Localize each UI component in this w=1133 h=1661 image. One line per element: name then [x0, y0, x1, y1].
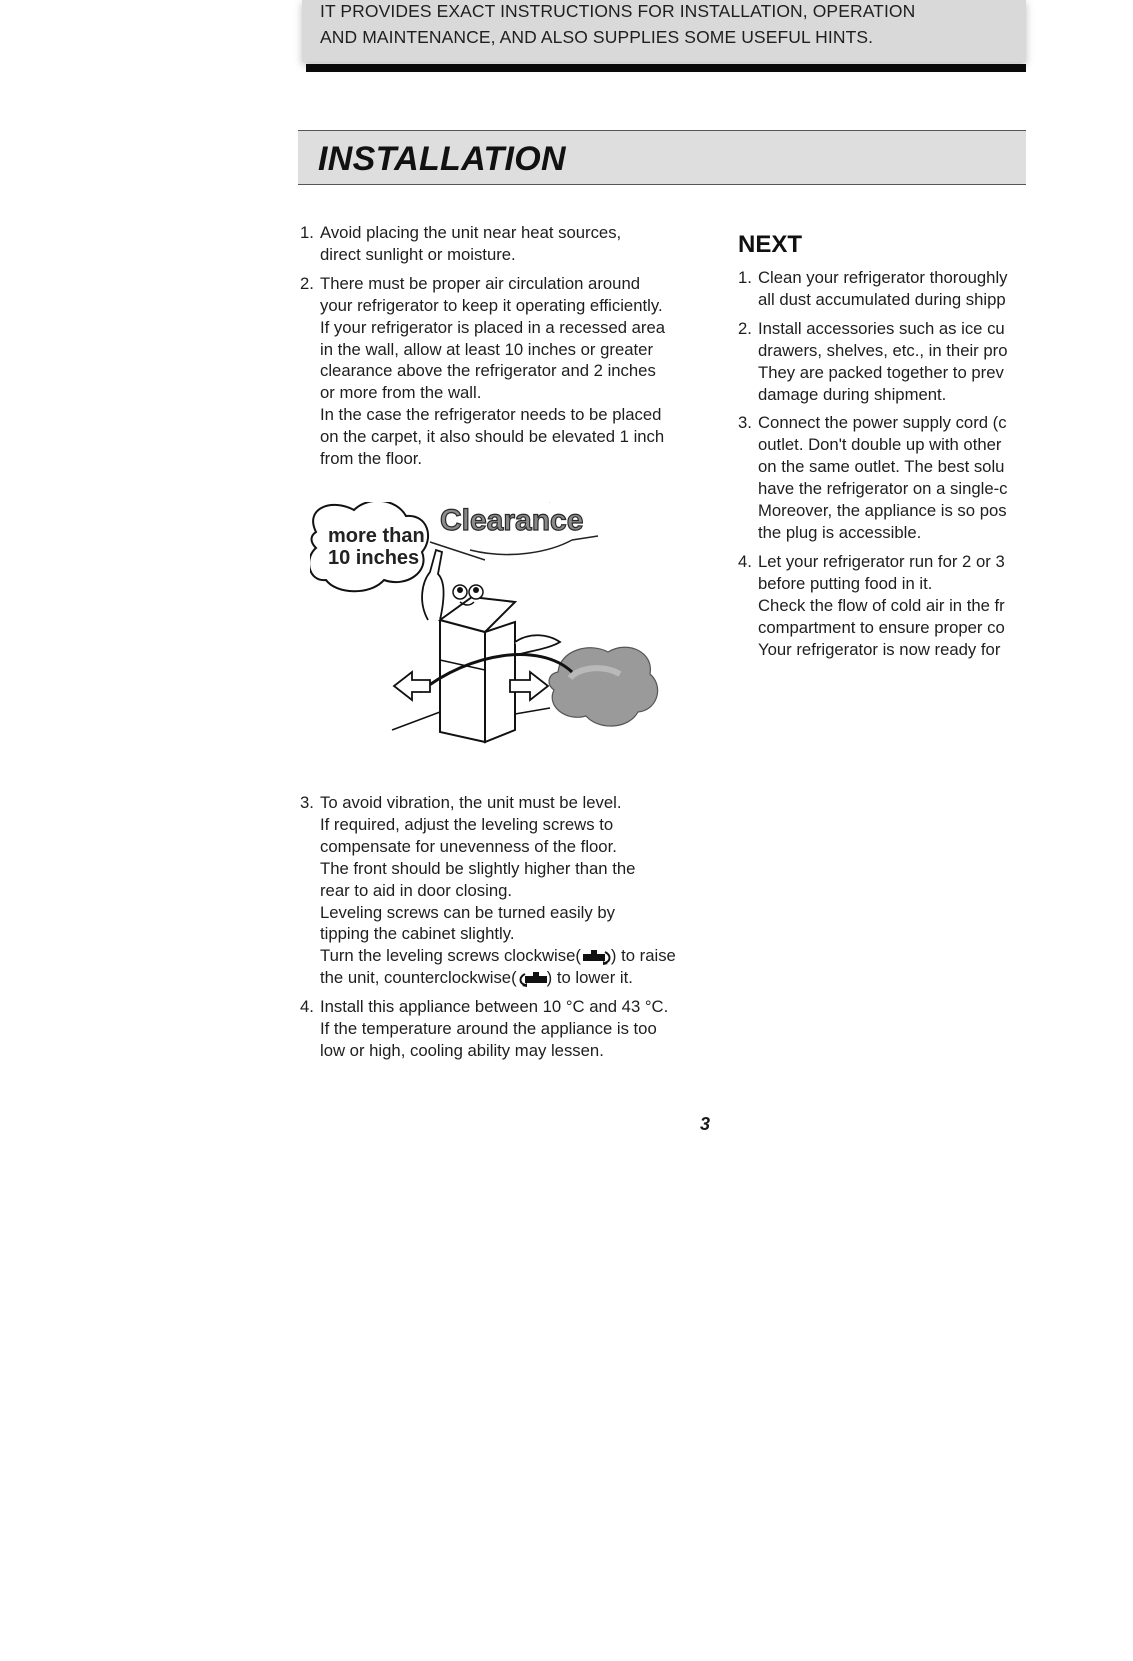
item-line: Let your refrigerator run for 2 or 3 [758, 551, 1005, 571]
item-line: Install accessories such as ice cu [758, 318, 1005, 338]
installation-steps-b [300, 792, 710, 1069]
item-line: the plug is accessible. [758, 522, 922, 542]
next-steps [738, 267, 1026, 667]
item-line: Clean your refrigerator thoroughly [758, 268, 1008, 287]
list-item [300, 222, 710, 266]
item-line: on the same outlet. The best solu [758, 457, 1005, 477]
item-text [320, 792, 710, 989]
item-line: all dust accumulated during shipp [758, 289, 1006, 309]
intro-text: IT PROVIDES EXACT INSTRUCTIONS FOR INSTALLATION, OPERATION AND MAINTENANCE, AND ALSO SUPPLIES SOME USEFUL HINTS. [320, 1, 916, 47]
item-line: before putting food in it. [758, 573, 933, 593]
top-divider [306, 64, 1026, 72]
list-item [300, 792, 710, 989]
list-item [738, 267, 1026, 311]
item-number: 3. [300, 793, 314, 812]
clockwise-screw-icon [581, 949, 611, 965]
bubble-line-2: 10 inches [328, 547, 420, 569]
next-heading: NEXT [738, 231, 803, 258]
item-line: compartment to ensure proper co [758, 617, 1005, 637]
item-text: Install this appliance between 10 °C and 43 °C. If the temperature around the appliance is too low or high, cooling ability may lessen. [320, 997, 669, 1060]
section-title: INSTALLATION [318, 140, 566, 178]
item-number: 4. [300, 997, 314, 1017]
installation-steps-a [300, 222, 710, 477]
list-item [738, 412, 1026, 543]
list-item [738, 318, 1026, 406]
item-number: 2. [738, 318, 752, 338]
list-item [300, 273, 710, 470]
item-line: damage during shipment. [758, 384, 947, 404]
clearance-label: Clearance [440, 504, 584, 537]
item-text: There must be proper air circulation around your refrigerator to keep it operating efficiently. If your refrigerator is placed in a recessed area in the wall, allow at least 10 inches or greater clearance above the refrigerator and 2 inches or more from the wall. In the case the refrigerator needs to be placed on the carpet, it also should be elevated 1 inch from the floor. [320, 273, 666, 469]
item-number: 1. [738, 268, 752, 287]
item-text: Avoid placing the unit near heat sources, direct sunlight or moisture. [320, 223, 622, 264]
item-line: Your refrigerator is now ready for [758, 639, 1001, 659]
left-arrow-icon [394, 672, 430, 700]
item-line: Moreover, the appliance is so pos [758, 501, 1007, 521]
page-number: 3 [700, 1114, 711, 1134]
item-text-part: ) to raise the unit, counterclockwise( [320, 946, 676, 988]
list-item [738, 551, 1026, 661]
item-line: Connect the power supply cord (c [758, 413, 1007, 433]
item-line: They are packed together to prev [758, 362, 1004, 382]
item-line: outlet. Don't double up with other [758, 435, 1002, 455]
item-number: 3. [738, 413, 752, 433]
clearance-illustration [310, 502, 700, 767]
item-number: 4. [738, 551, 752, 571]
item-line: Check the flow of cold air in the fr [758, 595, 1005, 615]
item-text-part: ) to lower it. [546, 968, 633, 988]
item-number: 2. [300, 273, 314, 293]
section-header [298, 130, 1026, 185]
item-line: drawers, shelves, etc., in their pro [758, 340, 1008, 360]
refrigerator-icon [422, 550, 560, 742]
list-item [300, 996, 710, 1062]
item-text-part: To avoid vibration, the unit must be level. If required, adjust the leveling screws to compensate for unevenness of the floor. The front should be slightly higher than the rear to aid in door closing. Leveling screws can be turned easily by tipping the cabinet slightly. Turn the leveling screws clockwise( [320, 793, 636, 966]
cold-air-cloud [549, 647, 658, 726]
item-number: 1. [300, 223, 314, 242]
bubble-line-1: more than [328, 525, 425, 547]
counterclockwise-screw-icon [517, 971, 547, 987]
item-line: have the refrigerator on a single-c [758, 479, 1008, 499]
intro-banner [302, 0, 1026, 62]
